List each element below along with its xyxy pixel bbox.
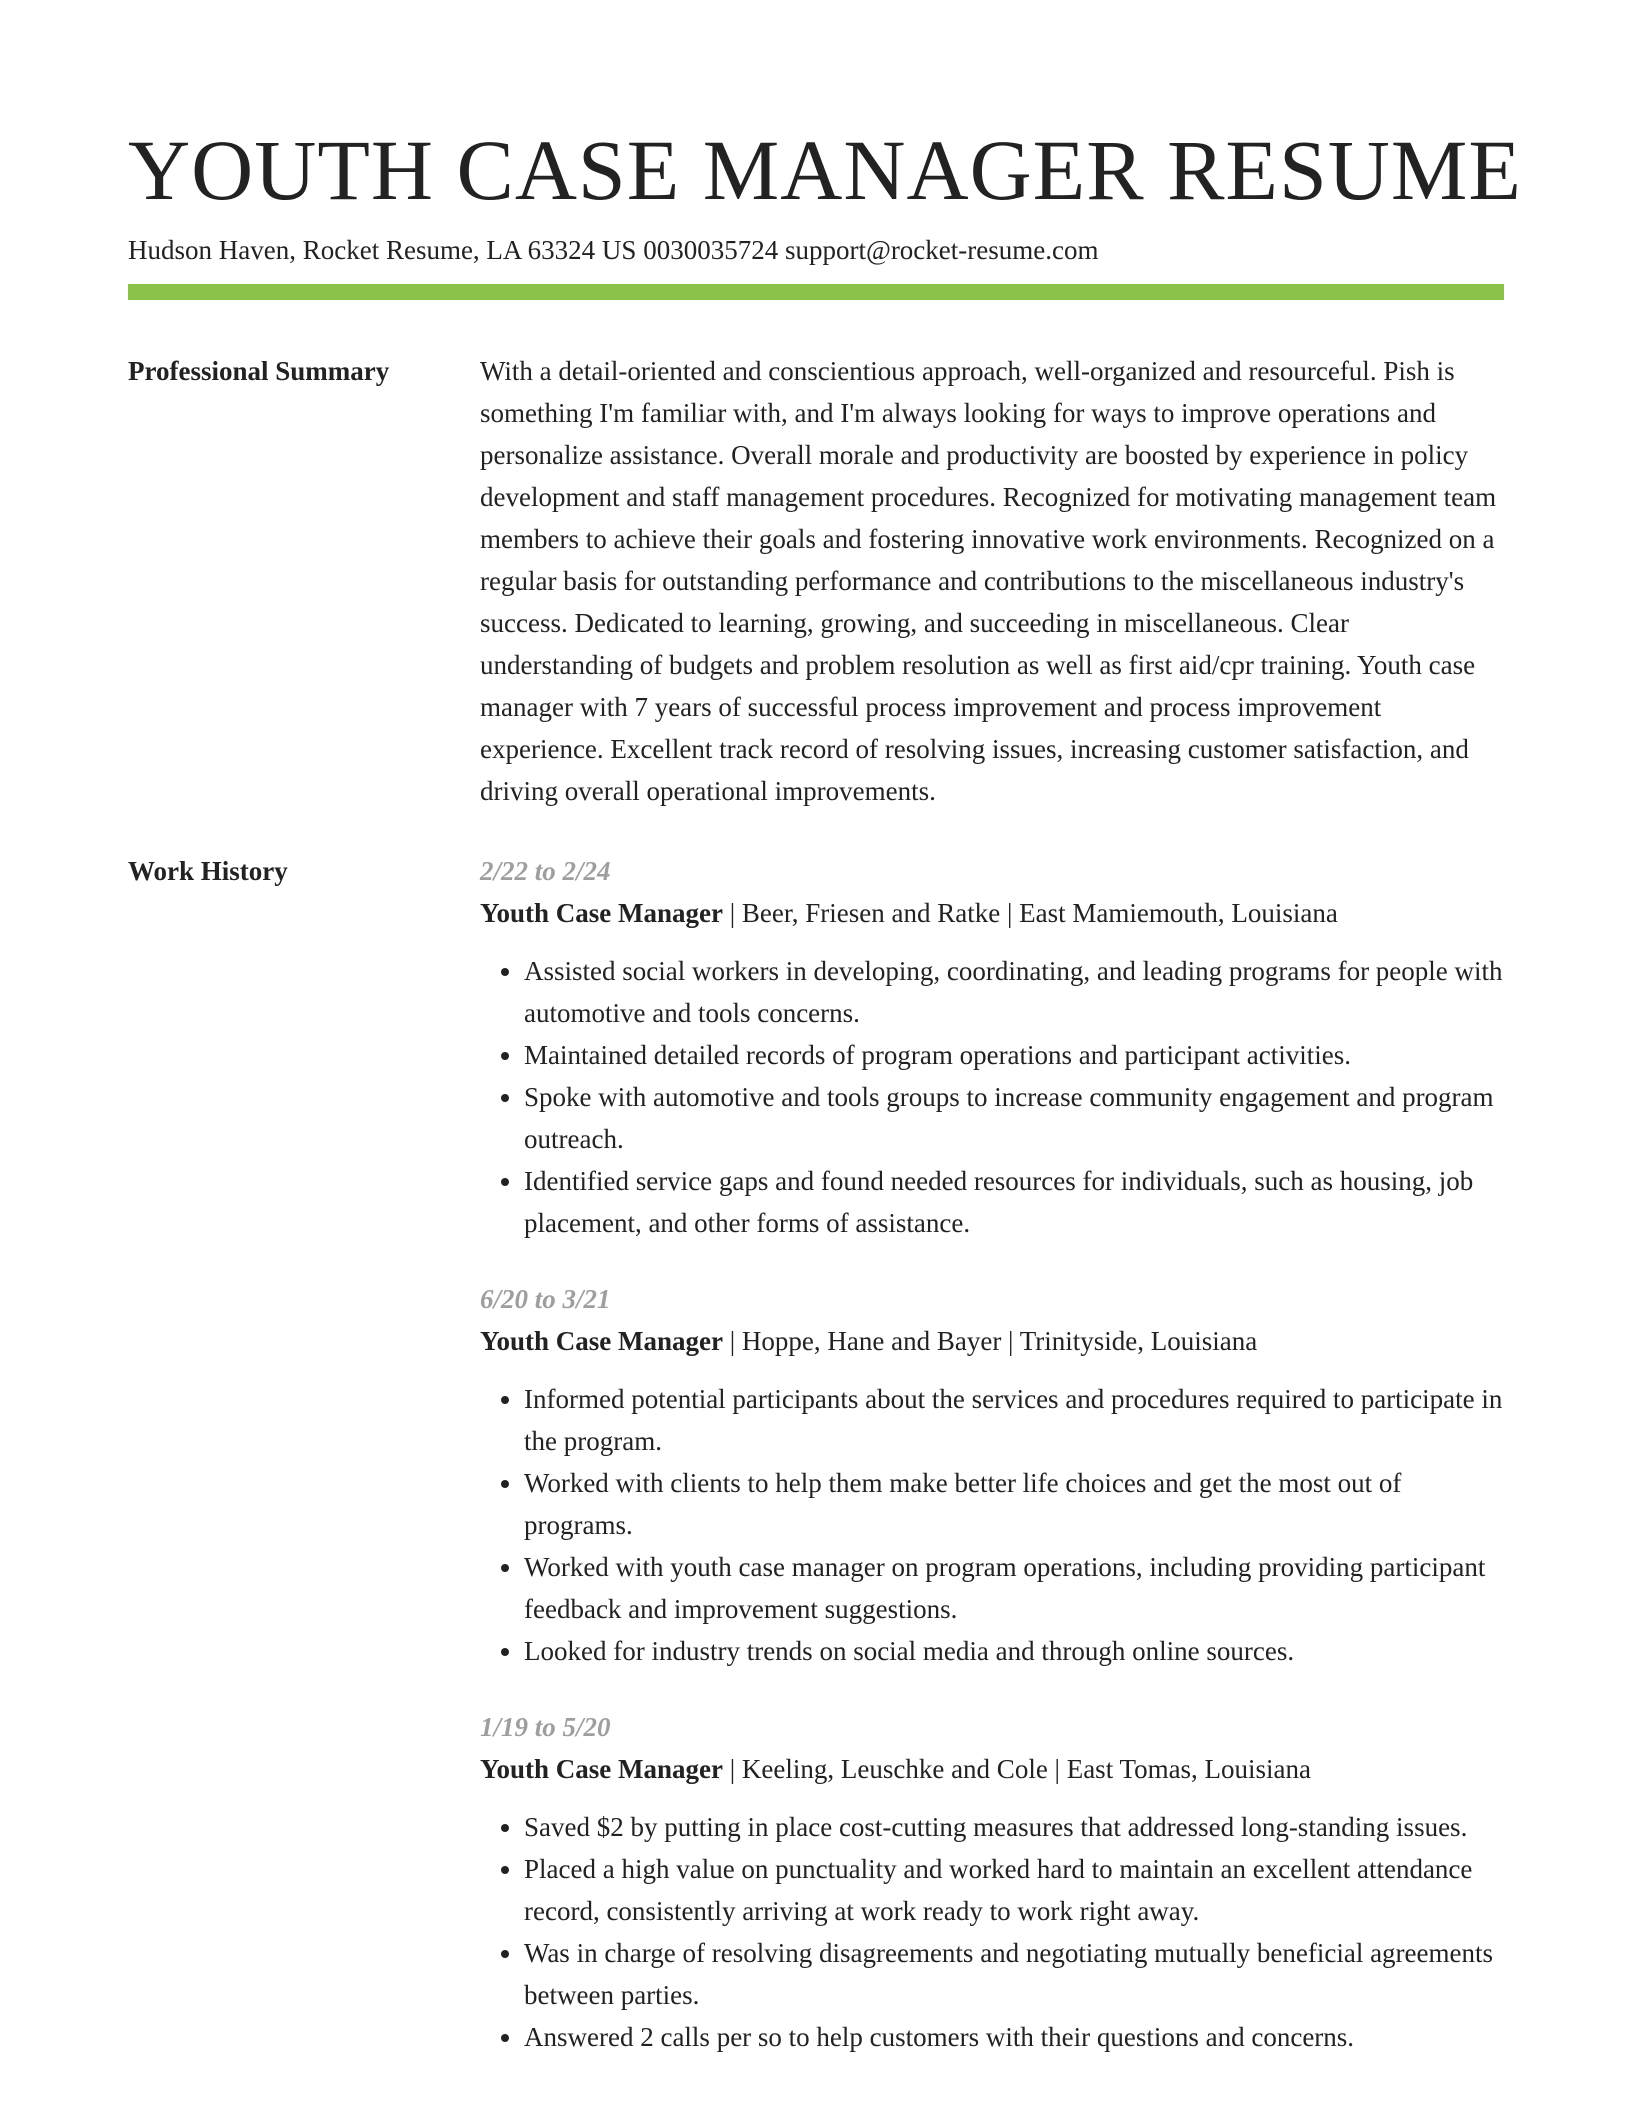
job-bullet: • Identified service gaps and found needed resources for individuals, such as housing, job placement, and other forms of assistance. bbox=[524, 1160, 1504, 1244]
job-heading bbox=[480, 892, 1504, 934]
job-details: | Keeling, Leuschke and Cole | East Tomas, Louisiana bbox=[723, 1754, 1312, 1784]
accent-divider bbox=[128, 284, 1504, 300]
job-bullet: • Was in charge of resolving disagreements and negotiating mutually beneficial agreements between parties. bbox=[524, 1932, 1504, 2016]
job-bullet: • Placed a high value on punctuality and worked hard to maintain an excellent attendance record, consistently arriving at work ready to work right away. bbox=[524, 1848, 1504, 1932]
work-history-section bbox=[128, 850, 1504, 2092]
job-bullet-list bbox=[480, 950, 1504, 1244]
job-title: Youth Case Manager bbox=[480, 1754, 723, 1784]
job-bullet: • Worked with clients to help them make better life choices and get the most out of programs. bbox=[524, 1462, 1504, 1546]
job-bullet: • Worked with youth case manager on program operations, including providing participant feedback and improvement suggestions. bbox=[524, 1546, 1504, 1630]
job-heading bbox=[480, 1320, 1504, 1362]
work-history-body bbox=[480, 850, 1504, 2092]
job-bullet: • Looked for industry trends on social media and through online sources. bbox=[524, 1630, 1504, 1672]
job-title: Youth Case Manager bbox=[480, 898, 723, 928]
job-details: | Hoppe, Hane and Bayer | Trinityside, Louisiana bbox=[723, 1326, 1258, 1356]
job-entry bbox=[480, 850, 1504, 1244]
job-dates: 1/19 to 5/20 bbox=[480, 1712, 611, 1742]
contact-line: Hudson Haven, Rocket Resume, LA 63324 US 0030035724 support@rocket-resume.com bbox=[128, 235, 1099, 265]
job-heading bbox=[480, 1748, 1504, 1790]
job-details: | Beer, Friesen and Ratke | East Mamiemouth, Louisiana bbox=[723, 898, 1338, 928]
job-bullet: • Maintained detailed records of program operations and participant activities. bbox=[524, 1034, 1504, 1076]
job-bullet: • Spoke with automotive and tools groups to increase community engagement and program outreach. bbox=[524, 1076, 1504, 1160]
job-dates: 2/22 to 2/24 bbox=[480, 856, 611, 886]
job-title: Youth Case Manager bbox=[480, 1326, 723, 1356]
job-entry bbox=[480, 1706, 1504, 2058]
job-bullet: • Saved $2 by putting in place cost-cutting measures that addressed long-standing issues. bbox=[524, 1806, 1504, 1848]
summary-text: With a detail-oriented and conscientious approach, well-organized and resourceful. Pish is something I'm familiar with, and I'm always looking for ways to improve operations and personalize assistance. Overall morale and productivity are boosted by experience in policy development and staff management procedures. Recognized for motivating management team members to achieve their goals and fostering innovative work environments. Recognized on a regular basis for outstanding performance and contributions to the miscellaneous industry's success. Dedicated to learning, growing, and succeeding in miscellaneous. Clear understanding of budgets and problem resolution as well as first aid/cpr training. Youth case manager with 7 years of successful process improvement and process improvement experience. Excellent track record of resolving issues, increasing customer satisfaction, and driving overall operational improvements. bbox=[480, 356, 1497, 806]
job-bullet: • Answered 2 calls per so to help customers with their questions and concerns. bbox=[524, 2016, 1504, 2058]
job-bullet-list bbox=[480, 1806, 1504, 2058]
job-bullet: • Informed potential participants about the services and procedures required to participate in the program. bbox=[524, 1378, 1504, 1462]
summary-section bbox=[128, 350, 1504, 812]
job-entry bbox=[480, 1278, 1504, 1672]
resume-title: YOUTH CASE MANAGER RESUME bbox=[128, 122, 1522, 218]
job-bullet-list bbox=[480, 1378, 1504, 1672]
summary-body bbox=[480, 350, 1504, 812]
summary-label: Professional Summary bbox=[128, 356, 390, 386]
resume-page bbox=[128, 120, 1522, 2092]
job-dates: 6/20 to 3/21 bbox=[480, 1284, 611, 1314]
work-history-label: Work History bbox=[128, 856, 288, 886]
job-bullet: • Assisted social workers in developing, coordinating, and leading programs for people with automotive and tools concerns. bbox=[524, 950, 1504, 1034]
